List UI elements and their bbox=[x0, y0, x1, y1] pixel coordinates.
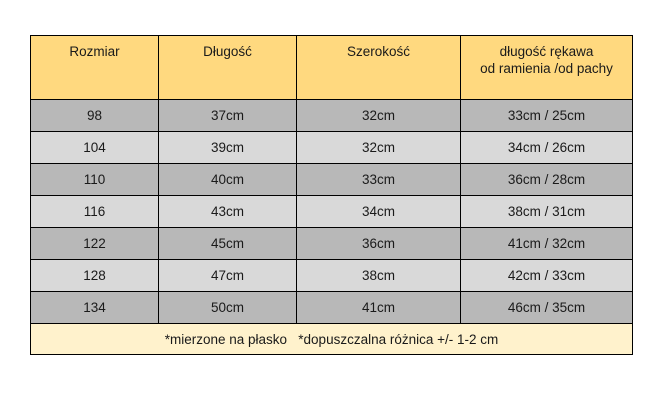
cell-width: 36cm bbox=[297, 228, 461, 260]
table-footer bbox=[31, 324, 633, 355]
size-chart-table bbox=[30, 35, 633, 355]
cell-width: 38cm bbox=[297, 260, 461, 292]
cell-width: 32cm bbox=[297, 132, 461, 164]
cell-length: 50cm bbox=[159, 292, 297, 324]
header-row bbox=[31, 36, 633, 100]
cell-length: 37cm bbox=[159, 100, 297, 132]
header-length-label: Długość bbox=[203, 44, 252, 59]
cell-length: 39cm bbox=[159, 132, 297, 164]
cell-sleeve: 34cm / 26cm bbox=[461, 132, 633, 164]
cell-size: 98 bbox=[31, 100, 159, 132]
header-width bbox=[297, 36, 461, 100]
cell-size: 122 bbox=[31, 228, 159, 260]
cell-length: 45cm bbox=[159, 228, 297, 260]
footer-row bbox=[31, 324, 633, 355]
header-width-label: Szerokość bbox=[346, 44, 411, 59]
header-length bbox=[159, 36, 297, 100]
cell-length: 43cm bbox=[159, 196, 297, 228]
cell-size: 116 bbox=[31, 196, 159, 228]
cell-width: 32cm bbox=[297, 100, 461, 132]
header-size-label: Rozmiar bbox=[69, 44, 120, 59]
cell-size: 128 bbox=[31, 260, 159, 292]
header-sleeve-length bbox=[461, 36, 633, 100]
table-row bbox=[31, 260, 633, 292]
cell-length: 47cm bbox=[159, 260, 297, 292]
cell-size: 104 bbox=[31, 132, 159, 164]
table-header bbox=[31, 36, 633, 100]
header-size bbox=[31, 36, 159, 100]
cell-size: 134 bbox=[31, 292, 159, 324]
table-row bbox=[31, 196, 633, 228]
table-row bbox=[31, 228, 633, 260]
footer-note: *mierzone na płasko *dopuszczalna różnica +/- 1-2 cm bbox=[31, 324, 633, 355]
table-row bbox=[31, 132, 633, 164]
header-sleeve-label-line2: od ramienia /od pachy bbox=[480, 61, 613, 76]
header-sleeve-label-line1: długość rękawa bbox=[499, 44, 594, 59]
cell-sleeve: 41cm / 32cm bbox=[461, 228, 633, 260]
cell-width: 41cm bbox=[297, 292, 461, 324]
table-body bbox=[31, 100, 633, 324]
table-row bbox=[31, 292, 633, 324]
cell-size: 110 bbox=[31, 164, 159, 196]
cell-width: 33cm bbox=[297, 164, 461, 196]
table-row bbox=[31, 100, 633, 132]
cell-sleeve: 36cm / 28cm bbox=[461, 164, 633, 196]
cell-sleeve: 46cm / 35cm bbox=[461, 292, 633, 324]
cell-sleeve: 38cm / 31cm bbox=[461, 196, 633, 228]
cell-width: 34cm bbox=[297, 196, 461, 228]
cell-sleeve: 33cm / 25cm bbox=[461, 100, 633, 132]
cell-length: 40cm bbox=[159, 164, 297, 196]
cell-sleeve: 42cm / 33cm bbox=[461, 260, 633, 292]
table-row bbox=[31, 164, 633, 196]
